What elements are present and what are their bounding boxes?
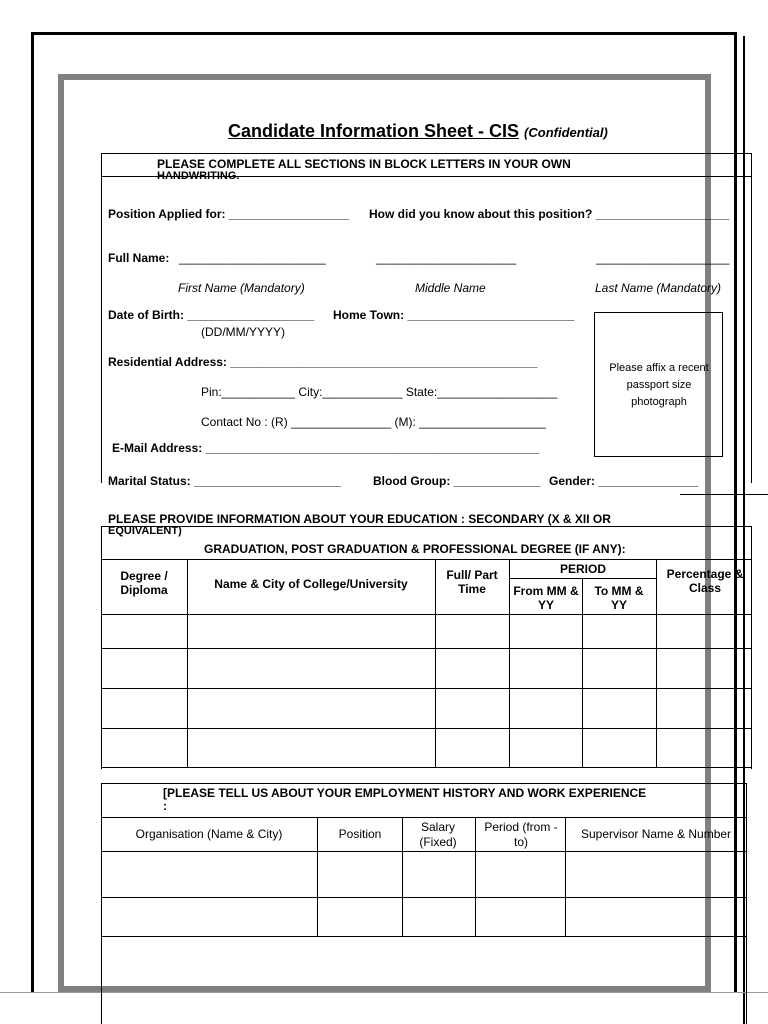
page-title [228,121,688,142]
dob-format-caption: (DD/MM/YYYY) [201,325,285,339]
edu-col1 [187,559,188,767]
education-heading2: EQUIVALENT) [108,525,182,537]
employment-left-extension [101,937,102,1024]
edu-col3 [509,559,510,767]
emp-col2 [402,817,403,937]
edu-col-degree: Degree / Diploma [120,569,168,597]
emp-col3 [475,817,476,937]
emp-col-position: Position [338,827,382,841]
emp-row2-top [101,897,747,898]
section1-heading: PLEASE COMPLETE ALL SECTIONS IN BLOCK LETTERS IN YOUR OWN [157,157,571,171]
emp-row1-top [101,851,747,852]
contact-number-field[interactable]: Contact No : (R) _______________ (M): ___________________ [201,415,546,429]
section1-heading2: HANDWRITING. [157,170,240,182]
employment-box [101,783,747,937]
edu-col-to: To MM & YY [594,584,644,612]
edu-col-fullpart: Full/ Part Time [446,568,498,596]
date-of-birth-field[interactable]: Date of Birth: ___________________ [108,308,315,322]
edu-row3-top [101,688,752,689]
employment-heading: [PLEASE TELL US ABOUT YOUR EMPLOYMENT HISTORY AND WORK EXPERIENCE [163,786,647,800]
gender-field[interactable]: Gender: _______________ [549,474,699,488]
title-suffix: (Confidential) [524,125,608,140]
pin-city-state-field[interactable]: Pin:___________ City:____________ State:__________________ [201,385,558,399]
employment-heading-colon: : [163,799,167,813]
edu-bottom [101,767,752,768]
emp-col-supervisor: Supervisor Name & Number [581,827,732,841]
outer-border-top [31,32,737,35]
middle-name-field[interactable]: _____________________ [376,251,517,265]
edu-col-from: From MM & YY [513,584,579,612]
position-applied-field[interactable]: Position Applied for: __________________ [108,207,350,221]
bottom-rule [0,992,768,993]
edu-header-top [101,559,752,560]
edu-row2-top [101,648,752,649]
first-name-caption: First Name (Mandatory) [178,281,305,295]
edu-col-name: Name & City of College/University [214,577,408,591]
residential-address-field[interactable]: Residential Address: ______________________________________________ [108,355,538,369]
title-main: Candidate Information Sheet - CIS [228,121,520,141]
edu-col5 [656,559,657,767]
education-heading3: GRADUATION, POST GRADUATION & PROFESSIONAL DEGREE (IF ANY): [204,542,626,556]
photo-instruction: Please affix a recent passport size photograph [609,362,709,408]
first-name-field[interactable]: ______________________ [179,251,326,265]
middle-name-caption: Middle Name [415,281,486,295]
edu-col-percentage: Percentage & Class [666,567,744,595]
edu-col4 [582,578,583,767]
marital-status-field[interactable]: Marital Status: ______________________ [108,474,341,488]
blood-group-field[interactable]: Blood Group: _____________ [373,474,541,488]
email-address-field[interactable]: E-Mail Address: __________________________________________________ [112,441,540,455]
emp-col4 [565,817,566,937]
education-heading: PLEASE PROVIDE INFORMATION ABOUT YOUR EDUCATION : SECONDARY (X & XII OR [108,512,611,526]
edu-col2 [435,559,436,767]
edu-col-period: PERIOD [559,562,606,576]
emp-col1 [317,817,318,937]
emp-header-top [101,817,747,818]
last-name-caption: Last Name (Mandatory) [595,281,722,295]
emp-col-organisation: Organisation (Name & City) [135,827,283,841]
last-name-field[interactable]: ____________________ [596,251,730,265]
employment-right-extension [746,937,747,1024]
edu-row4-top [101,728,752,729]
outer-border-left [31,32,34,992]
full-name-label: Full Name: [108,251,170,265]
edu-row1-top [101,614,752,615]
emp-col-period: Period (from - to) [484,820,558,849]
how-know-position-field[interactable]: How did you know about this position? ____________________ [369,207,730,221]
home-town-field[interactable]: Home Town: _________________________ [333,308,575,322]
section1-bottom-rule [680,494,768,495]
emp-col-salary: Salary (Fixed) [419,820,457,849]
